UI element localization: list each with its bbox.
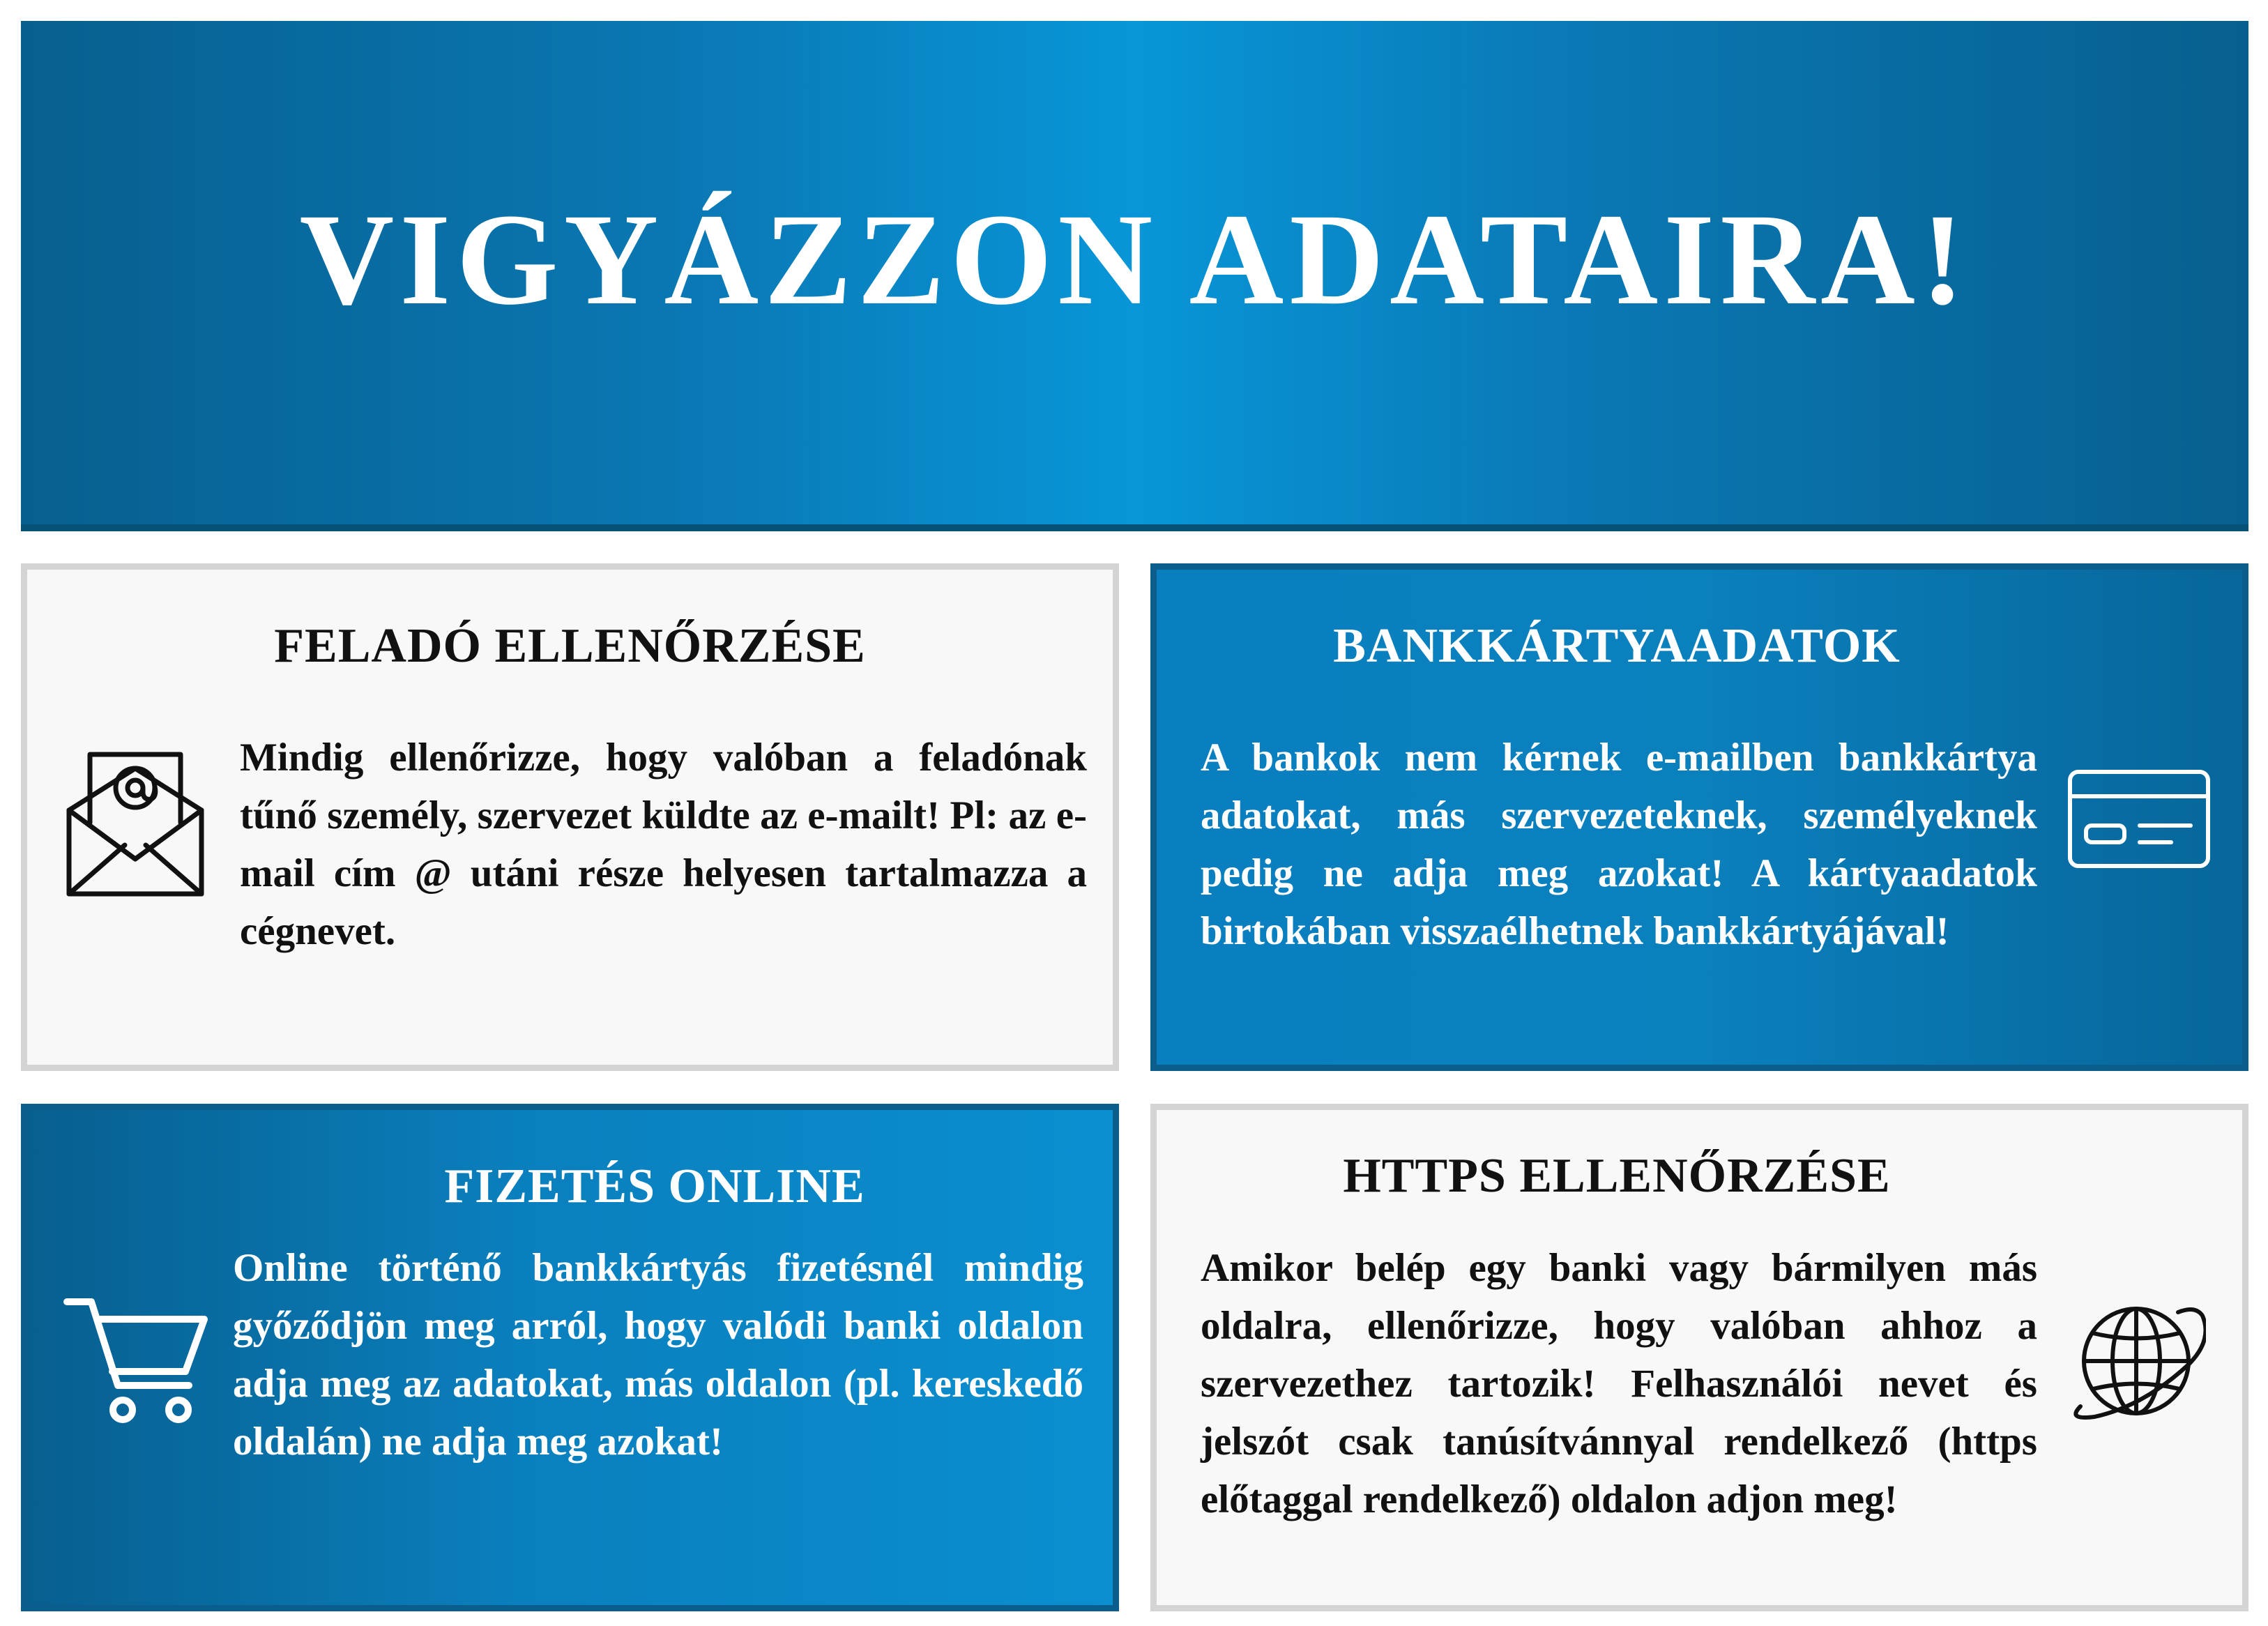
globe-icon (2067, 1295, 2206, 1431)
card-body-text: Online történő bankkártyás fizetésnél mindig győződjön meg arról, hogy valódi banki oldalon adja meg az adatokat, más oldalon (pl. kereskedő oldalán) ne adja meg azokat! (233, 1246, 1083, 1464)
page-title: VIGYÁZZON ADATAIRA! (299, 185, 1970, 332)
card-title: FELADÓ ELLENŐRZÉSE (274, 619, 866, 673)
card-card-data (1150, 563, 2248, 1071)
credit-card-icon (2067, 768, 2213, 876)
card-body-text: A bankok nem kérnek e-mailben bankkártya adatokat, más szervezeteknek, személyeknek pedig ne adja meg azokat! A kártyaadatok birtokában visszaélhetnek bankkártyájával! (1201, 736, 2037, 953)
card-title: FIZETÉS ONLINE (444, 1160, 865, 1213)
card-sender-check (21, 563, 1119, 1071)
email-envelope-icon (62, 740, 208, 904)
header-banner (21, 21, 2248, 531)
card-online-payment (21, 1104, 1119, 1611)
card-body-text: Mindig ellenőrizze, hogy valóban a feladónak tűnő személy, szervezet küldte az e-mailt! Pl: az e-mail cím @ utáni része helyesen tartalmazza a cégnevet. (240, 736, 1087, 953)
card-title: BANKKÁRTYAADATOK (1333, 619, 1901, 673)
card-title: HTTPS ELLENŐRZÉSE (1343, 1149, 1891, 1203)
card-body-text: Amikor belép egy banki vagy bármilyen más oldalra, ellenőrizze, hogy valóban ahhoz a szervezethez tartozik! Felhasználói nevet és jelszót csak tanúsítvánnyal rendelkező (https előtaggal rendelkező) oldalon adjon meg! (1201, 1246, 2037, 1521)
shopping-cart-icon (63, 1295, 210, 1431)
card-https-check (1150, 1104, 2248, 1611)
